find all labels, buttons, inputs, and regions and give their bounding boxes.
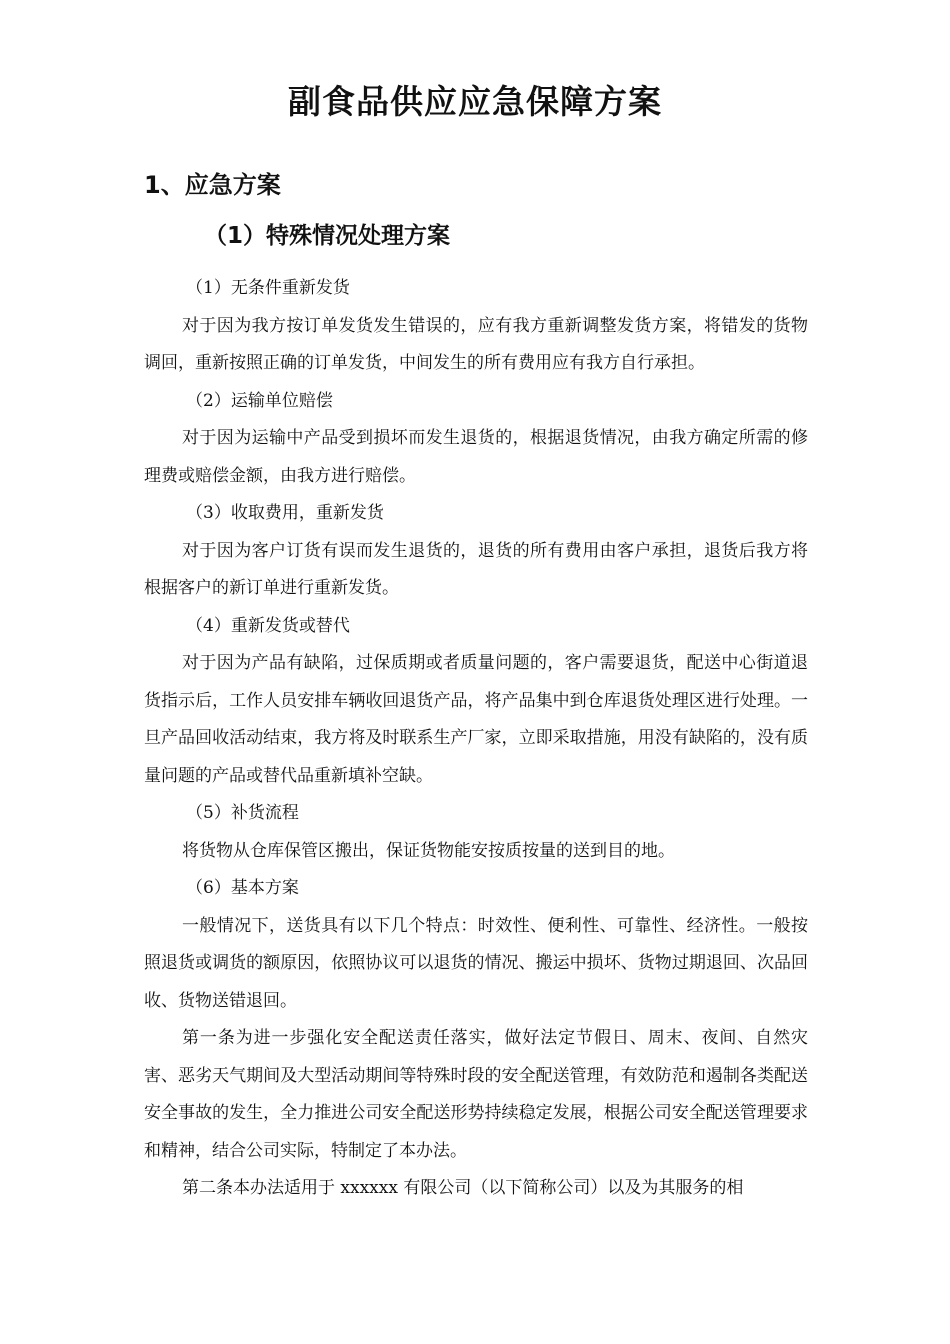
item-label: （3）收取费用，重新发货 xyxy=(186,503,384,523)
article-paragraph: 第二条本办法适用于 xxxxxx 有限公司（以下简称公司）以及为其服务的相 xyxy=(182,1178,744,1198)
section-heading: 1、应急方案 xyxy=(144,171,281,199)
document-title: 副食品供应应急保障方案 xyxy=(288,82,662,121)
item-text: 对于因为产品有缺陷，过保质期或者质量问题的，客户需要退货，配送中心街道退货指示后，工作人员安排车辆收回退货产品，将产品集中到仓库退货处理区进行处理。一旦产品回收活动结束，我方将及时联系生产厂家，立即采取措施，用没有缺陷的，没有质量问题的产品或替代品重新填补空缺。 xyxy=(144,653,808,786)
article-paragraph: 第一条为进一步强化安全配送责任落实，做好法定节假日、周末、夜间、自然灾害、恶劣天气期间及大型活动期间等特殊时段的安全配送管理，有效防范和遏制各类配送安全事故的发生，全力推进公司安全配送形势持续稳定发展，根据公司安全配送管理要求和精神，结合公司实际，特制定了本办法。 xyxy=(144,1028,808,1161)
item-text: 对于因为运输中产品受到损坏而发生退货的，根据退货情况，由我方确定所需的修理费或赔偿金额，由我方进行赔偿。 xyxy=(144,428,808,486)
item-label: （4）重新发货或替代 xyxy=(186,615,350,636)
item-label: （6）基本方案 xyxy=(186,878,299,898)
subsection-heading: （1）特殊情况处理方案 xyxy=(204,223,451,249)
item-label: （2）运输单位赔偿 xyxy=(186,390,333,411)
item-label: （5）补货流程 xyxy=(186,803,299,823)
item-text: 将货物从仓库保管区搬出，保证货物能安按质按量的送到目的地。 xyxy=(182,840,675,861)
document-body xyxy=(144,270,808,1208)
item-text: 一般情况下，送货具有以下几个特点：时效性、便利性、可靠性、经济性。一般按照退货或调货的额原因，依照协议可以退货的情况、搬运中损坏、货物过期退回、次品回收、货物送错退回。 xyxy=(144,915,808,1011)
item-text: 对于因为我方按订单发货发生错误的，应有我方重新调整发货方案，将错发的货物调回，重新按照正确的订单发货，中间发生的所有费用应有我方自行承担。 xyxy=(144,315,808,373)
item-text: 对于因为客户订货有误而发生退货的，退货的所有费用由客户承担，退货后我方将根据客户的新订单进行重新发货。 xyxy=(144,540,808,598)
item-label: （1）无条件重新发货 xyxy=(186,278,350,298)
